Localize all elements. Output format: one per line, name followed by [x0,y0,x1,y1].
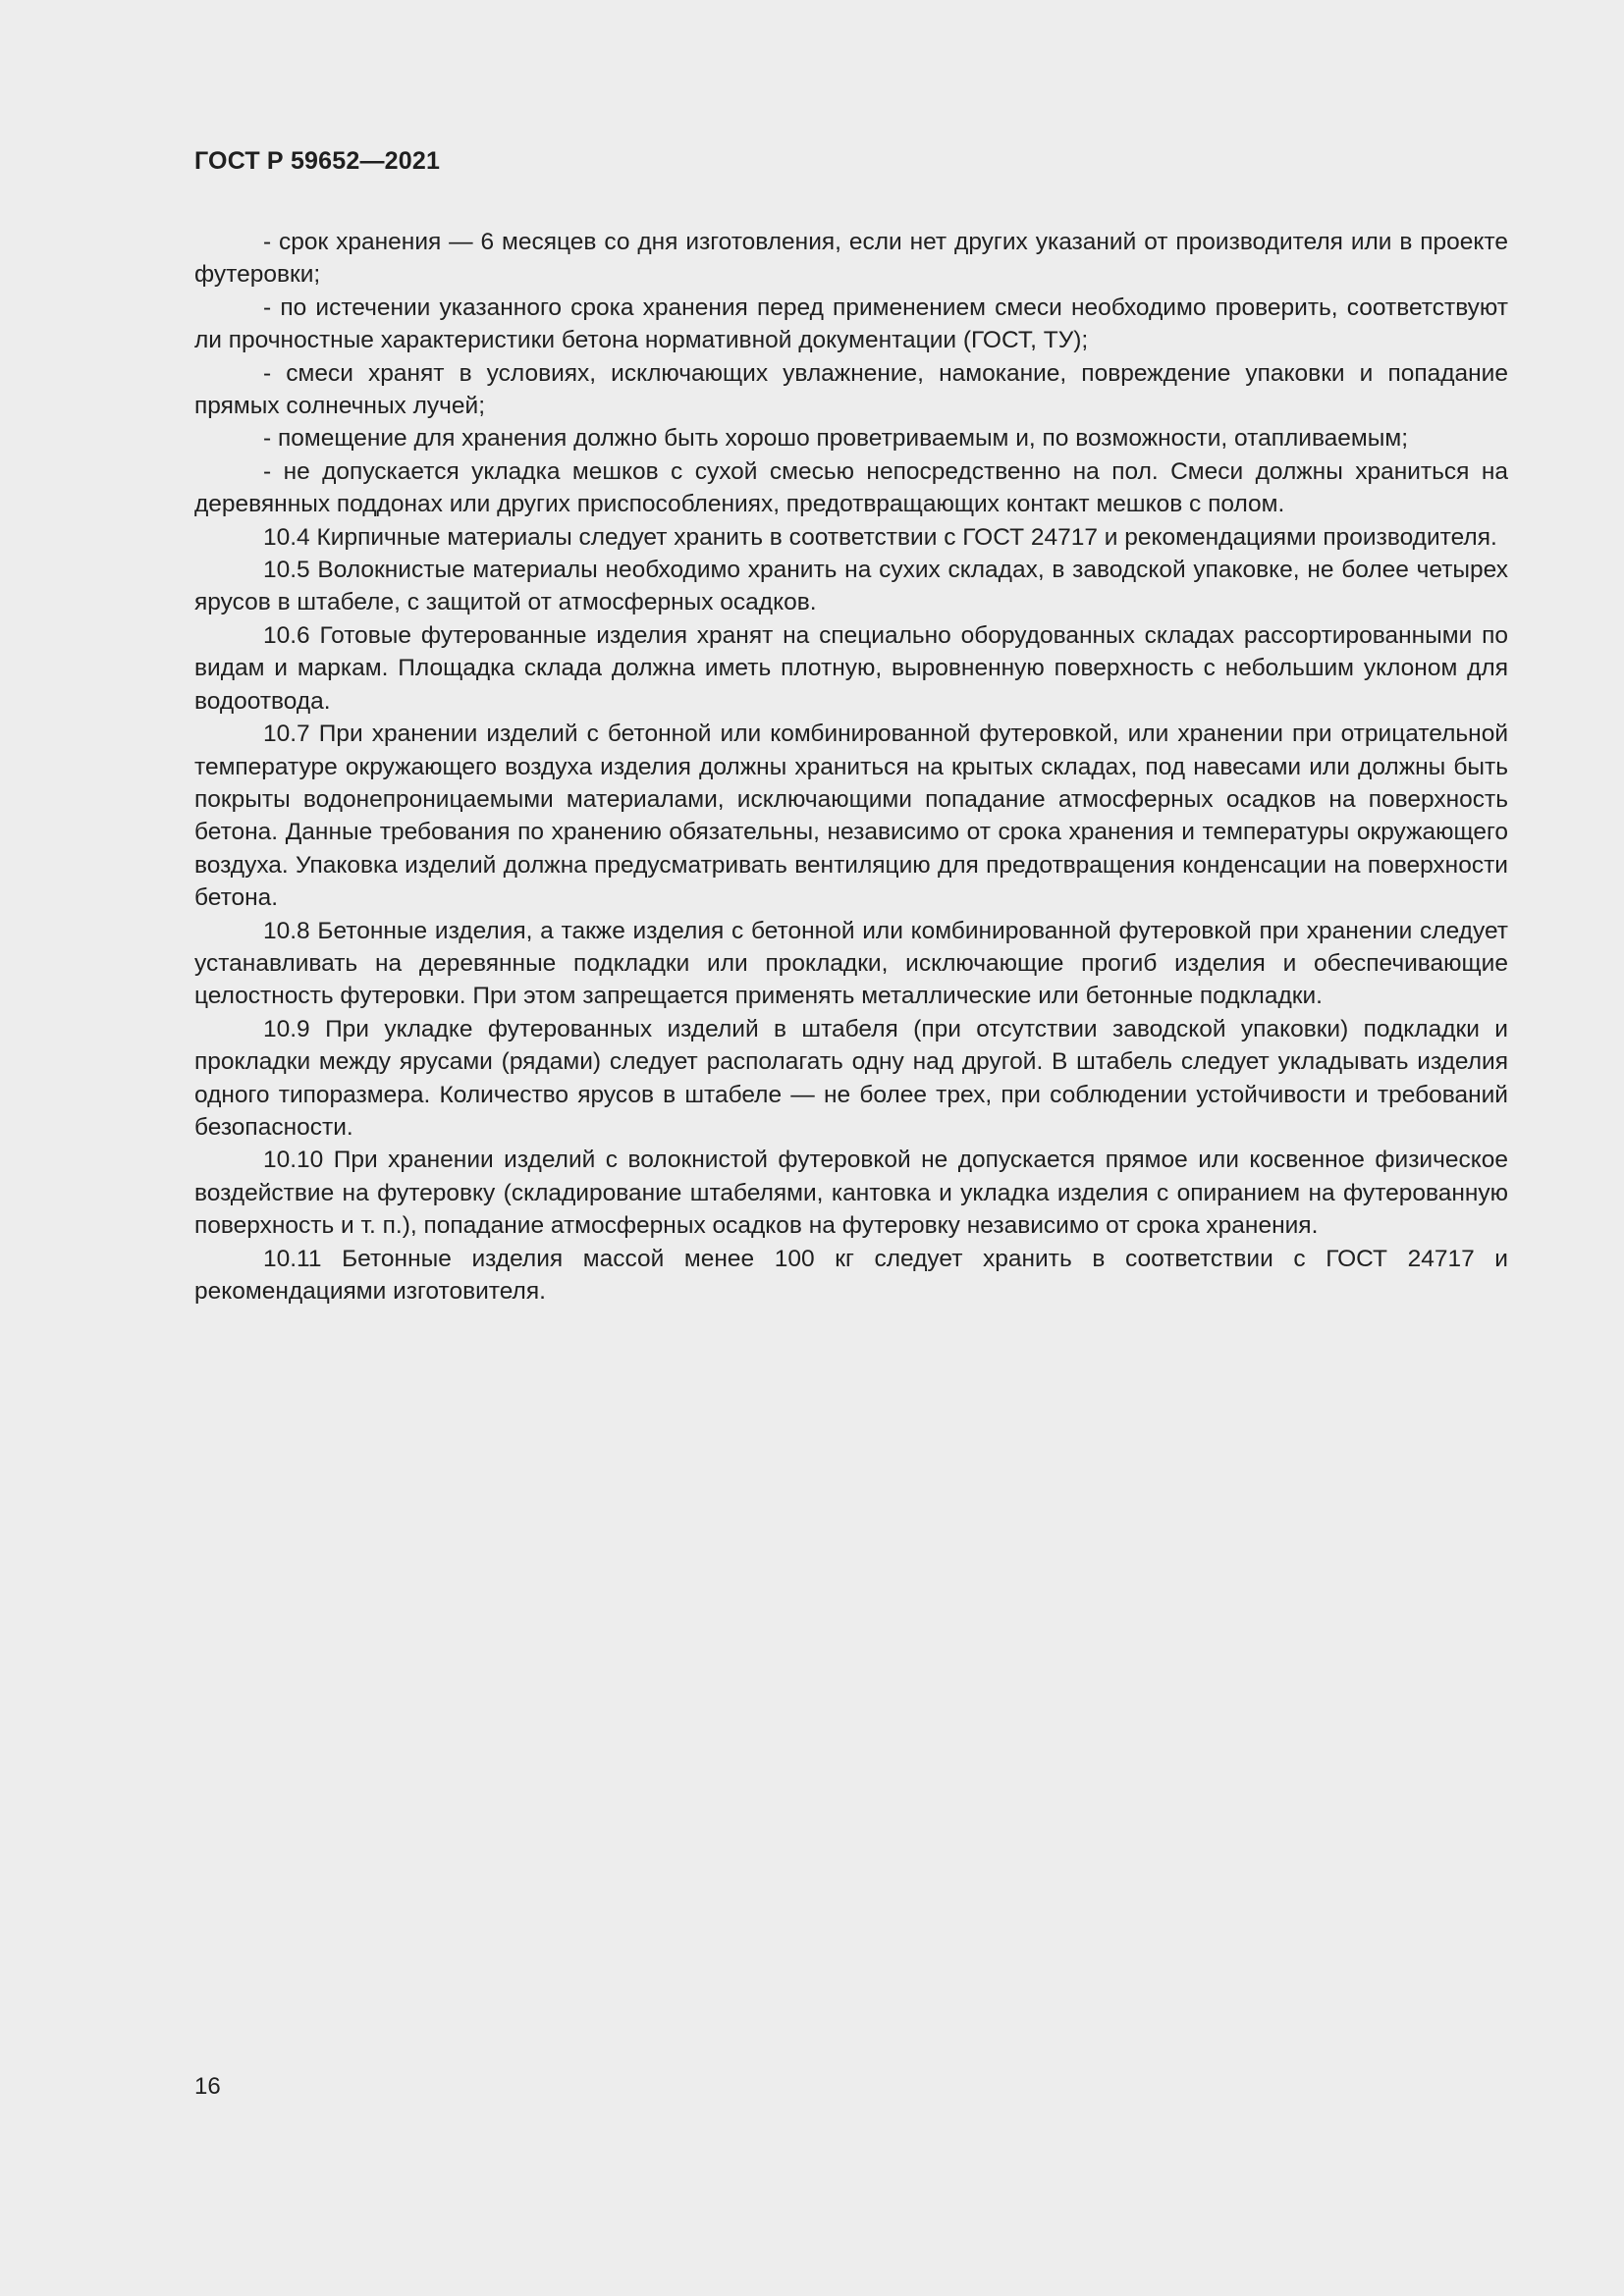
clause-10-10: 10.10 При хранении изделий с волокнистой футеровкой не допускается прямое или косвенное физическое воздействие на футеровку (складирование штабелями, кантовка и укладка изделия с опиранием на футерованную поверхность и т. п.), попадание атмосферных осадков на футеровку независимо от срока хранения. [194,1147,1508,1240]
clause-10-7: 10.7 При хранении изделий с бетонной или комбинированной футеровкой, или хранении при отрицательной температуре окружающего воздуха изделия должны храниться на крытых складах, под навесами или должны быть покрыты водонепроницаемыми материалами, исключающими попадание атмосферных осадков на поверхность бетона. Данные требования по хранению обязательны, независимо от срока хранения и температуры окружающего воздуха. Упаковка изделий должна предусматривать вентиляцию для предотвращения конденсации на поверхности бетона. [194,721,1508,912]
list-item-storage-period: - срок хранения — 6 месяцев со дня изготовления, если нет других указаний от производителя или в проекте футеровки; [194,229,1508,289]
clause-10-5: 10.5 Волокнистые материалы необходимо хранить на сухих складах, в заводской упаковке, не более четырех ярусов в штабеле, с защитой от атмосферных осадков. [194,557,1508,616]
list-item-storage-conditions: - смеси хранят в условиях, исключающих увлажнение, намокание, повреждение упаковки и попадание прямых солнечных лучей; [194,359,1508,420]
clause-10-9: 10.9 При укладке футерованных изделий в штабеля (при отсутствии заводской упаковки) подкладки и прокладки между ярусами (рядами) следует располагать одну над другой. В штабель следует укладывать изделия одного типоразмера. Количество ярусов в штабеле — не более трех, при соблюдении устойчивости и требований безопасности. [194,1015,1508,1141]
clause-10-11: 10.11 Бетонные изделия массой менее 100 кг следует хранить в соответствии с ГОСТ 24717 и рекомендациями изготовителя. [194,1245,1508,1305]
page-number: 16 [194,2073,221,2100]
clause-10-4: 10.4 Кирпичные материалы следует хранить в соответствии с ГОСТ 24717 и рекомендациями производителя. [263,523,1497,551]
list-item-bag-placement: - не допускается укладка мешков с сухой смесью непосредственно на пол. Смеси должны храниться на деревянных поддонах или других приспособлениях, предотвращающих контакт мешков с полом. [194,457,1508,518]
clause-10-8: 10.8 Бетонные изделия, а также изделия с бетонной или комбинированной футеровкой при хранении следует устанавливать на деревянные подкладки или прокладки, исключающие прогиб изделия и обеспечивающие целостность футеровки. При этом запрещается применять металлические или бетонные подкладки. [194,917,1508,1010]
clause-10-6: 10.6 Готовые футерованные изделия хранят на специально оборудованных складах рассортированными по видам и маркам. Площадка склада должна иметь плотную, выровненную поверхность с небольшим уклоном для водоотвода. [194,621,1508,715]
list-item-ventilation: - помещение для хранения должно быть хорошо проветриваемым и, по возможности, отапливаемым; [263,425,1409,453]
list-item-strength-check: - по истечении указанного срока хранения перед применением смеси необходимо проверить, соответствуют ли прочностные характеристики бетона нормативной документации (ГОСТ, ТУ); [194,294,1508,354]
document-body [194,226,1508,1308]
document-header: ГОСТ Р 59652—2021 [194,147,441,175]
